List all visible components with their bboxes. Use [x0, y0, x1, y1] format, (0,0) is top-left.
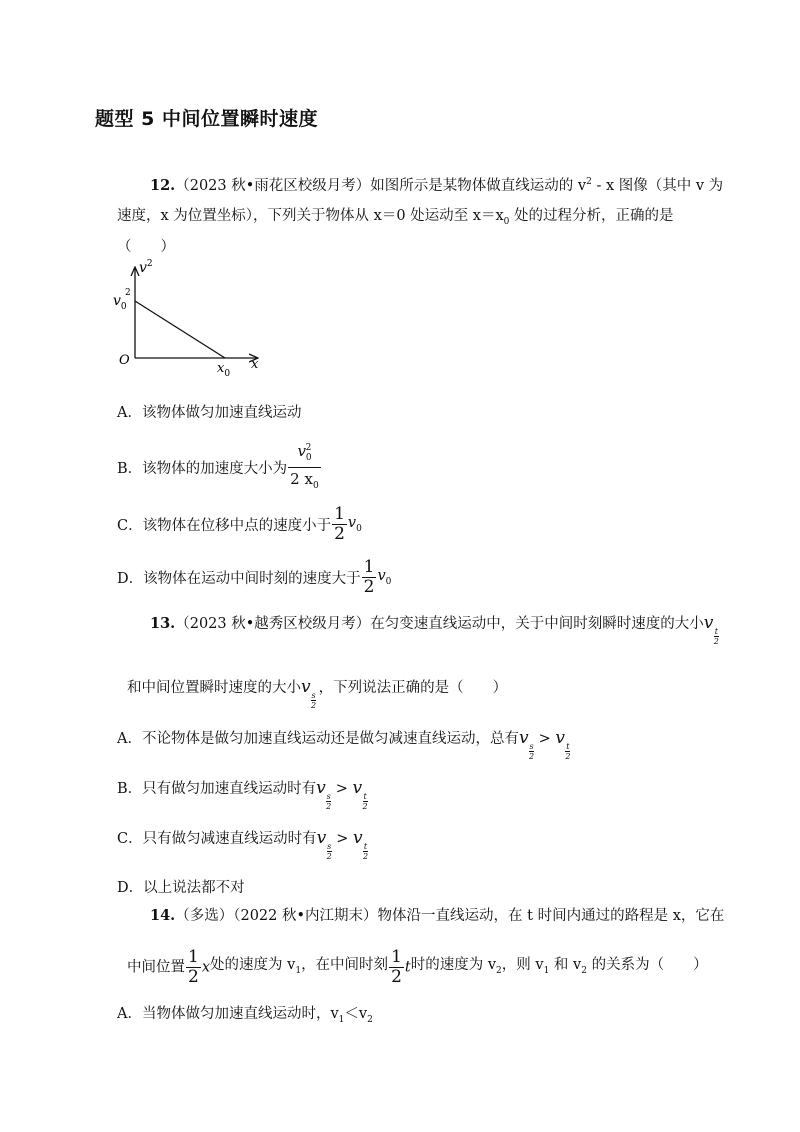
- q14-line-2: 中间位置 $\frac{1}{2}$ x处的速度为 $v_1$，在中间时刻 $\frac{1}{2}$ t时的速度为 $v_2$，则 $v_1$ 和 $v_2$ 的关系为（ ）: [127, 947, 708, 987]
- q13-option-c[interactable]: C．只有做匀减速直线运动时有v s 2 > v t 2: [117, 828, 369, 861]
- q12-number: 12.: [150, 176, 176, 194]
- q13-option-a[interactable]: A．不论物体是做匀加速直线运动还是做匀减速直线运动，总有v s 2 > v t 2: [117, 728, 571, 761]
- q14-line-1: 14.（多选）（2022 秋•内江期末）物体沿一直线运动，在 t 时间内通过的路程是 x，它在: [150, 907, 725, 924]
- q13-line-1: 13.（2023 秋•越秀区校级月考）在匀变速直线运动中，关于中间时刻瞬时速度的大小v t 2: [150, 613, 719, 646]
- v-s-half-symbol: v s 2: [301, 677, 317, 710]
- q12-option-b-fraction: $\frac{v_0^2}{2 x_0}$: [290, 442, 319, 491]
- q14-half-fraction: $\frac{1}{2}$: [188, 947, 199, 987]
- v-t-half-symbol: v t 2: [352, 778, 368, 811]
- x-axis-label: x: [251, 357, 259, 372]
- y-intercept-label: $v_0$: [113, 293, 127, 312]
- q12-option-a[interactable]: A．该物体做匀加速直线运动: [117, 405, 302, 421]
- q12-option-d[interactable]: D．该物体在运动中间时刻的速度大于 $\frac{1}{2}$ $v_0$: [117, 557, 392, 597]
- x-intercept-label: $x_0$: [217, 361, 231, 379]
- q13-option-b[interactable]: B．只有做匀加速直线运动时有v s 2 > v t 2: [117, 778, 368, 811]
- q12-line-1: 12.（2023 秋•雨花区校级月考）如图所示是某物体做直线运动的 $v^2$ - x 图像（其中 v 为: [150, 176, 724, 194]
- v-t-half-symbol: v t 2: [352, 828, 369, 861]
- q13-option-d[interactable]: D．以上说法都不对: [117, 880, 245, 896]
- q12-option-d-fraction: $\frac{1}{2}$: [363, 557, 375, 597]
- v-s-half-symbol: v s 2: [316, 778, 332, 811]
- section-title: 题型 5 中间位置瞬时速度: [95, 108, 318, 130]
- y-axis-label: $v^2$: [139, 259, 153, 276]
- q12-v2-x-graph: [105, 258, 275, 380]
- q12-line-2: 速度，x 为位置坐标），下列关于物体从 x＝0 处运动至 $x=x_0$ 处的过程分析，正确的是: [117, 208, 674, 227]
- v-t-half-symbol: v t 2: [555, 728, 571, 761]
- v-s-half-symbol: v s 2: [518, 728, 535, 761]
- q14-number: 14.: [150, 907, 176, 924]
- graph-line: [135, 301, 225, 358]
- y-intercept-sup: 2: [125, 288, 131, 298]
- q14-half-fraction: $\frac{1}{2}$: [391, 947, 402, 987]
- q12-answer-blank: （ ）: [117, 239, 175, 255]
- q12-option-c[interactable]: C．该物体在位移中点的速度小于 $\frac{1}{2}$ $v_0$: [117, 504, 362, 544]
- q12-option-b[interactable]: B．该物体的加速度大小为 $\frac{v_0^2}{2 x_0}$: [117, 440, 322, 495]
- origin-label: O: [119, 353, 130, 368]
- q13-line-2: 和中间位置瞬时速度的大小v s 2 ，下列说法正确的是（ ）: [127, 677, 508, 710]
- v-t-half-symbol: v t 2: [703, 613, 719, 646]
- q14-option-a[interactable]: A．当物体做匀加速直线运动时，$v_1<v_2$: [117, 1006, 373, 1025]
- v-s-half-symbol: v s 2: [316, 828, 332, 861]
- q13-number: 13.: [150, 615, 176, 632]
- q12-option-c-fraction: $\frac{1}{2}$: [334, 504, 345, 544]
